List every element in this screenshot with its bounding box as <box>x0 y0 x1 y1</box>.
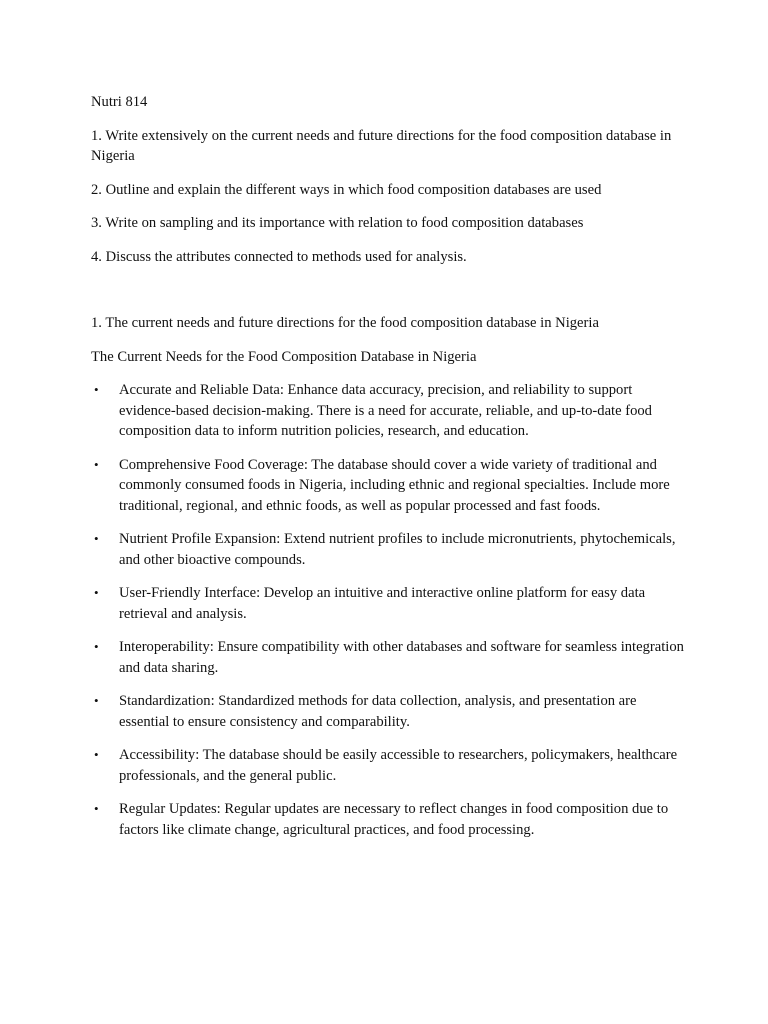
list-item-text: Comprehensive Food Coverage: The database should cover a wide variety of traditional and commonly consumed foods in Nigeria, including ethnic and regional specialties. Include more traditional, regional, and ethnic foods, as well as popular processed and fast foods. <box>119 456 670 514</box>
list-item <box>91 799 687 840</box>
bullet-icon: • <box>94 585 99 600</box>
document-body <box>91 92 687 853</box>
bullet-icon: • <box>94 801 99 816</box>
list-item <box>91 529 687 570</box>
course-title: Nutri 814 <box>91 94 148 110</box>
bullet-icon: • <box>94 531 99 546</box>
list-item <box>91 455 687 517</box>
question-1: 1. Write extensively on the current needs and future directions for the food composition database in Nigeria <box>91 127 672 164</box>
answer-heading: 1. The current needs and future directions for the food composition database in Nigeria <box>91 315 599 331</box>
list-item-text: Standardization: Standardized methods for data collection, analysis, and presentation are essential to ensure consistency and comparability. <box>119 693 637 730</box>
question-3: 3. Write on sampling and its importance with relation to food composition databases <box>91 215 584 231</box>
needs-list <box>91 380 687 840</box>
list-item-text: Accurate and Reliable Data: Enhance data accuracy, precision, and reliability to support evidence-based decision-making. There is a need for accurate, reliable, and up-to-date food composition data to inform nutrition policies, research, and education. <box>119 382 652 439</box>
list-item <box>91 691 687 732</box>
bullet-icon: • <box>94 456 99 472</box>
section-spacer <box>91 280 687 313</box>
list-item-text: Interoperability: Ensure compatibility with other databases and software for seamless integration and data sharing. <box>119 639 684 676</box>
section-heading: The Current Needs for the Food Composition Database in Nigeria <box>91 348 477 365</box>
list-item-text: Nutrient Profile Expansion: Extend nutrient profiles to include micronutrients, phytochemicals, and other bioactive compounds. <box>119 531 676 568</box>
bullet-icon: • <box>94 639 99 654</box>
bullet-icon: • <box>94 693 99 708</box>
question-4: 4. Discuss the attributes connected to methods used for analysis. <box>91 248 467 265</box>
list-item-text: Regular Updates: Regular updates are necessary to reflect changes in food composition due to factors like climate change, agricultural practices, and food processing. <box>119 801 669 838</box>
list-item-text: Accessibility: The database should be easily accessible to researchers, policymakers, healthcare professionals, and the general public. <box>119 747 678 784</box>
list-item-text: User-Friendly Interface: Develop an intuitive and interactive online platform for easy data retrieval and analysis. <box>119 585 646 622</box>
bullet-icon: • <box>94 747 99 762</box>
bullet-icon: • <box>94 382 99 397</box>
question-2: 2. Outline and explain the different ways in which food composition databases are used <box>91 181 602 198</box>
list-item <box>91 745 687 786</box>
list-item <box>91 637 687 678</box>
list-item <box>91 380 687 442</box>
list-item <box>91 583 687 624</box>
